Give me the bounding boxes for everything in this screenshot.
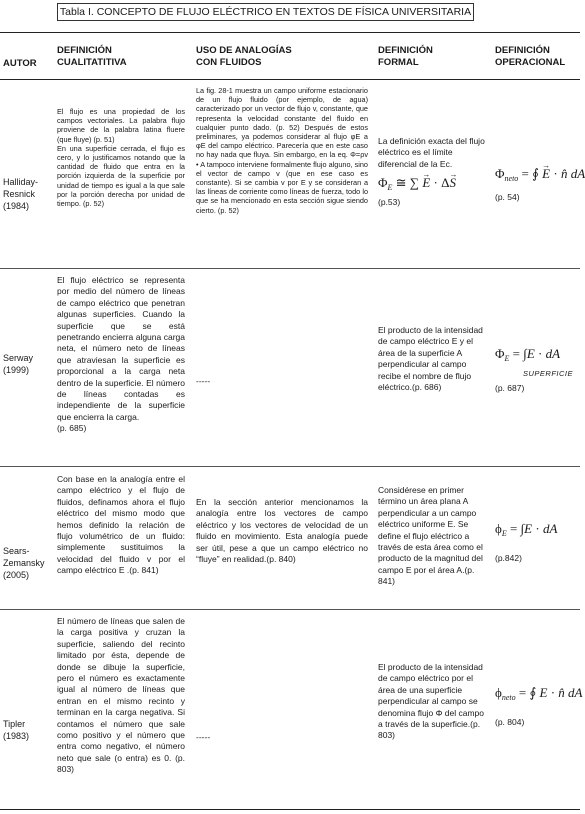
header-autor: AUTOR [3,58,37,69]
analogias-cell: La fig. 28-1 muestra un campo uniforme estacionario de un flujo fluido (por ejemplo, de agua) caracterizado por un vector de flujo v, constante, que representa la velocidad constante del fluido en cualquier punto dado. (p. 52) Después de estos preliminares, ya podemos considerar al flujo φE a φE del campo eléctrico. Parecería que en este caso no hay nada que fluya. Sin embargo, en la eq. Φ=ρv • A tampoco interviene formalmente flujo alguno, sino el vector de campo v (que en ese caso es constante). Si se cambia v por E y se consideran a las líneas de corriente como líneas de fuerza, todo lo que se ha mencionado en esta sección sigue siendo cierto. (p. 52) [196,86,368,215]
formal-formula: $\Phi_E$ ≅ ∑ → E · Δ→ S [378,174,486,197]
formal-cell: El producto de la intensidad de campo eléctrico E y el área de la superficie A perpendicular al campo recibe el nombre de flujo eléctrico.(p. 686) [378,325,483,393]
operacional-formula: $\phi_E = \int E$ · dA [495,521,558,538]
operacional-cell: $\Phi_E = \int E$ · dA SUPERFICIE (p. 687) [495,345,580,395]
cualitativa-cell: El número de líneas que salen de la carga positiva y cruzan la superficie, saliendo del recinto limitado por ésta, depende de donde se dibuje la superficie, pero el número es exactamente igual al número de líneas que entran en el mismo recinto y terminan en la carga negativa. Si contamos el número que sale como positivo y el número que entra como negativo, el número neto que sale (o entra) es 0. (p. 803) [57,616,185,775]
header-uso-analogias: USO DE ANALOGÍAS CON FLUIDOS [196,45,292,68]
analogias-cell: En la sección anterior mencionamos la analogía entre los vectores de campo eléctrico y los vectores de velocidad de un fluido en movimiento. Esta analogía puede ser útil, pese a que un campo eléctrico no “fluye” en realidad.(p. 840) [196,497,368,565]
author-cell: Sears- Zemansky (2005) [3,546,45,580]
author-cell: Halliday- Resnick (1984) [3,177,39,211]
cualitativa-cell: Con base en la analogía entre el campo eléctrico y el flujo de fluidos, definamos ahora el flujo eléctrico del mismo modo que hemos definido la relación de flujo volumétrico de un fluido: simplemente sustituimos la velocidad del fluido v por el campo eléctrico E .(p. 841) [57,474,185,576]
operacional-cell: $\phi_E = \int E$ · dA (p.842) [495,520,580,564]
table-top-rule [0,32,580,33]
operacional-cell: $\phi_{neto}$ = ∮ E · n̂ dA (p. 804) [495,685,583,727]
header-definicion-formal: DEFINICIÓN FORMAL [378,45,433,68]
row-divider [0,268,580,269]
operacional-formula: $\Phi_{neto}$ = ∮ → E · n̂ dA [495,165,580,188]
author-cell: Tipler (1983) [3,719,30,741]
formal-cell: El producto de la intensidad de campo eléctrico por el área de una superficie perpendicular al campo se denomina flujo Φ del campo a través de la superficie.(p. 803) [378,662,485,741]
cualitativa-cell: El flujo eléctrico se representa por medio del número de líneas de campo eléctrico que penetran algunas superficies. Cuando la superficie que se está penetrando encierra alguna carga neta, el número neto de líneas que atraviesan la superficie es proporcional a la carga neta dentro de la superficie. El número de líneas contadas es independiente de la superficie que encierra la carga. (p. 685) [57,275,185,434]
operacional-formula: $\phi_{neto}$ = ∮ E · n̂ dA [495,685,583,702]
operacional-formula: $\Phi_E = \int E$ · dA [495,346,561,363]
table-bottom-rule [0,809,580,810]
analogias-cell: ----- [196,376,211,386]
operacional-cell: $\Phi_{neto}$ = ∮ → E · n̂ dA (p. 54) [495,165,580,203]
header-definicion-cualitativa: DEFINICIÓN CUALITATITIVA [57,45,127,68]
formal-cell: Considérese en primer término un área plana A perpendicular a un campo eléctrico uniforme E. Se define el flujo eléctrico a través de esta área como el producto de la magnitud del campo E por el área A.(p. 841) [378,485,483,587]
row-divider [0,609,580,610]
row-divider [0,466,580,467]
author-cell: Serway (1999) [3,353,34,375]
header-definicion-operacional: DEFINICIÓN OPERACIONAL [495,45,566,68]
cualitativa-cell: El flujo es una propiedad de los campos vectoriales. La palabra flujo proviene de la palabra latina fluere (que fluye) (p. 51) En una superficie cerrada, el flujo es cero, y lo justificamos notando que la cantidad de fluido que entra en la porción izquierda de la superficie por unidad de tiempo es igual a la que sale por la porción derecha por unidad de tiempo. (p. 52) [57,107,185,209]
header-bottom-rule [0,79,580,80]
table-caption: Tabla I. CONCEPTO DE FLUJO ELÉCTRICO EN TEXTOS DE FÍSICA UNIVERSITARIA [57,3,474,21]
analogias-cell: ----- [196,732,211,742]
formal-cell: La definición exacta del flujo eléctrico es el límite diferencial de la Ec. $\Phi_E$ ≅ ∑ → E · Δ→ S (p.53) [378,136,486,209]
